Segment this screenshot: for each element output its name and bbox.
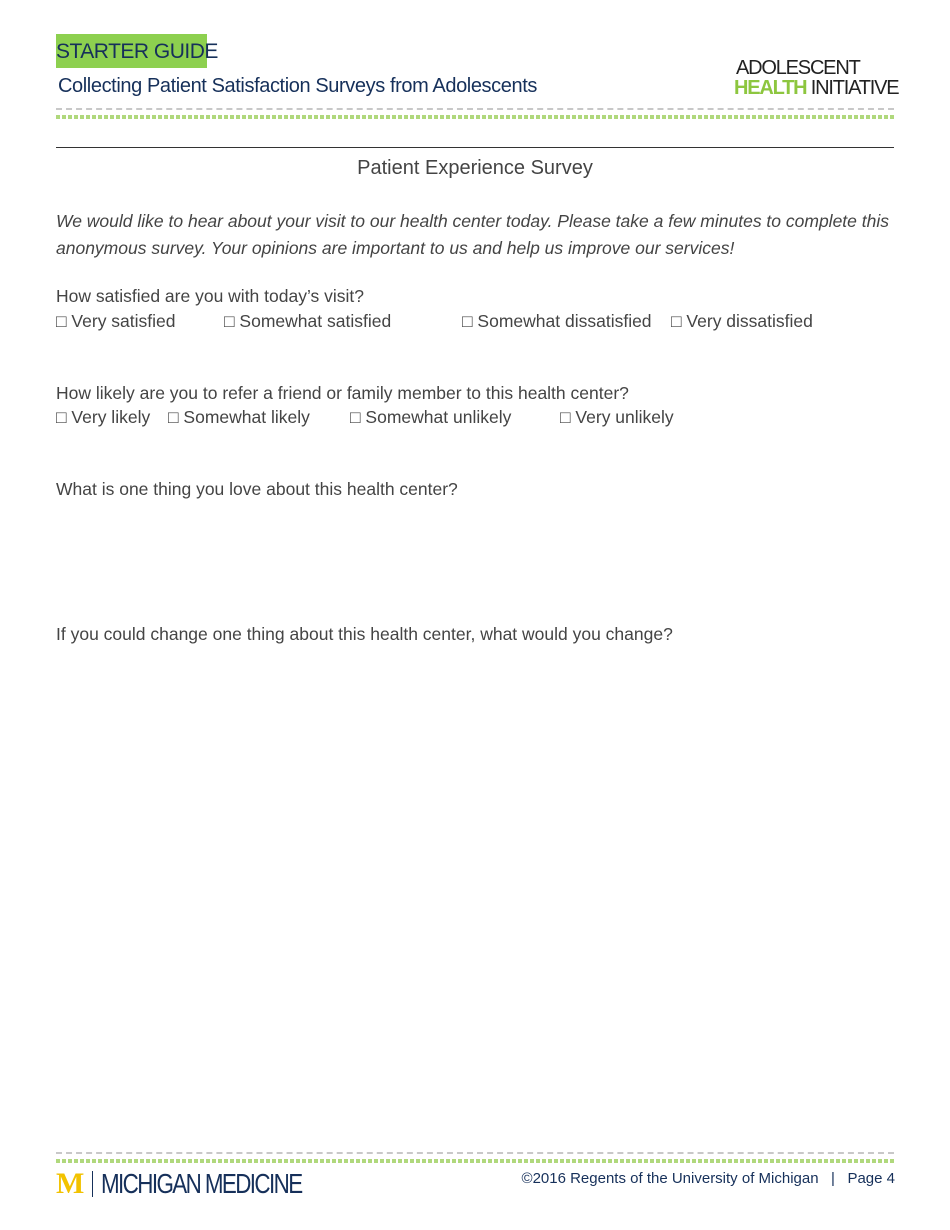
logo-initiative: INITIATIVE bbox=[806, 77, 899, 99]
michigan-medicine-text: MICHIGAN MEDICINE bbox=[101, 1168, 302, 1199]
q1-option-very-satisfied[interactable]: □ Very satisfied bbox=[56, 311, 176, 331]
question-3: What is one thing you love about this health center? bbox=[56, 479, 458, 499]
logo-health: HEALTH bbox=[734, 77, 807, 99]
survey-intro: We would like to hear about your visit to our health center today. Please take a few minutes to complete this anonymous survey. Your opinions are important to us and help us improve our services! bbox=[56, 211, 889, 258]
survey-title: Patient Experience Survey bbox=[357, 157, 593, 179]
starter-guide-badge: STARTER GUIDE bbox=[56, 34, 207, 68]
question-4: If you could change one thing about this health center, what would you change? bbox=[56, 624, 673, 644]
q1-option-somewhat-dissatisfied[interactable]: □ Somewhat dissatisfied bbox=[462, 311, 652, 331]
question-2: How likely are you to refer a friend or family member to this health center? bbox=[56, 383, 629, 403]
header-divider-green bbox=[56, 115, 894, 119]
logo-health-initiative bbox=[734, 78, 898, 98]
header-divider bbox=[56, 108, 894, 110]
footer-divider-green bbox=[56, 1159, 894, 1163]
title-rule bbox=[56, 147, 894, 148]
q1-option-somewhat-satisfied[interactable]: □ Somewhat satisfied bbox=[224, 311, 392, 331]
logo-separator bbox=[92, 1171, 93, 1197]
footer-divider bbox=[56, 1152, 894, 1154]
q2-option-somewhat-likely[interactable]: □ Somewhat likely bbox=[168, 407, 310, 427]
block-m-logo: M bbox=[56, 1167, 85, 1200]
logo-adolescent: ADOLESCENT bbox=[736, 57, 860, 79]
document-subtitle: Collecting Patient Satisfaction Surveys from Adolescents bbox=[58, 75, 537, 97]
footer-copyright: ©2016 Regents of the University of Michigan | Page 4 bbox=[521, 1170, 895, 1187]
q2-option-somewhat-unlikely[interactable]: □ Somewhat unlikely bbox=[350, 407, 512, 427]
q2-option-very-likely[interactable]: □ Very likely bbox=[56, 407, 151, 427]
michigan-medicine-logo bbox=[56, 1167, 352, 1200]
q1-option-very-dissatisfied[interactable]: □ Very dissatisfied bbox=[671, 311, 813, 331]
q2-option-very-unlikely[interactable]: □ Very unlikely bbox=[560, 407, 674, 427]
question-1: How satisfied are you with today’s visit? bbox=[56, 286, 365, 306]
